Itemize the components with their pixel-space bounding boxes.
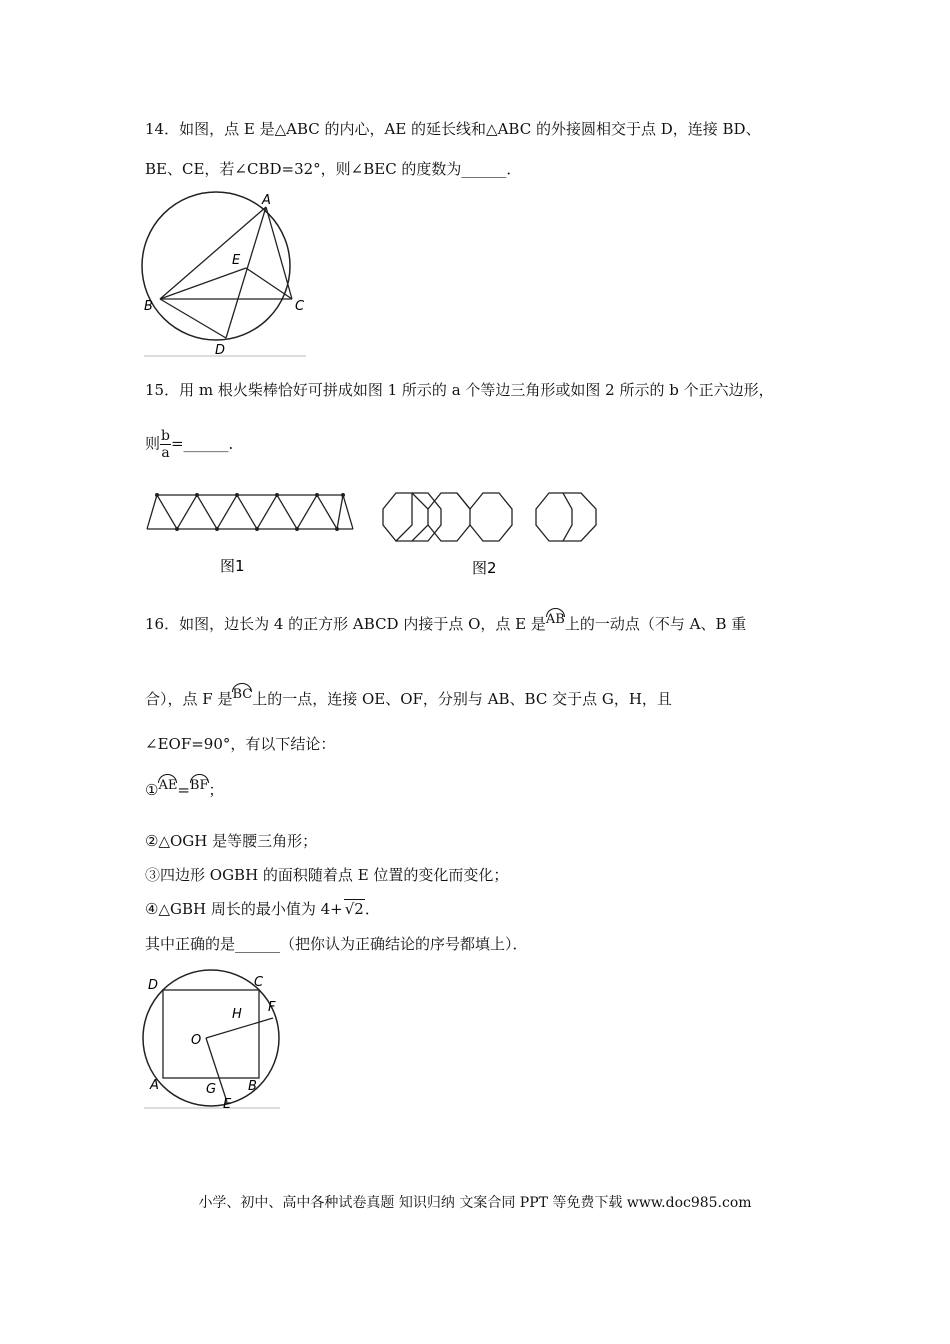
- c4-suffix: ．: [364, 900, 380, 918]
- label-d: D: [148, 978, 159, 993]
- label-d: D: [215, 343, 226, 358]
- fraction-b-over-a: [160, 428, 171, 461]
- q15-prefix: 则: [145, 434, 161, 453]
- q14-figure: [140, 190, 310, 360]
- label-a: A: [150, 1078, 159, 1093]
- label-c: C: [295, 299, 305, 314]
- fig1-caption: 图1: [220, 557, 245, 575]
- q16-figure: [140, 968, 290, 1113]
- fig2-caption: 图2: [472, 559, 497, 577]
- q16-line1-a: 16．如图，边长为 4 的正方形 ABCD 内接于点 O，点 E 是: [145, 615, 546, 633]
- c4-prefix: ④△GBH 周长的最小值为 4+: [145, 900, 343, 918]
- sqrt-2: √2: [344, 900, 364, 918]
- label-o: O: [191, 1033, 202, 1048]
- segment-ab: [160, 207, 266, 299]
- q16-text-line1: [145, 608, 746, 634]
- label-b: B: [248, 1079, 257, 1094]
- label-a: A: [262, 193, 271, 208]
- label-c: C: [254, 975, 264, 990]
- arc-ab: AB: [546, 608, 565, 626]
- q16-text-line2: [145, 683, 672, 709]
- arc-bc: BC: [232, 683, 252, 701]
- q16-conclusion-1: [145, 774, 224, 800]
- q16-conclusion-4: [145, 898, 380, 919]
- triangle-strip: [147, 495, 353, 529]
- label-h: H: [232, 1007, 242, 1022]
- q15-text-line2: [145, 428, 244, 461]
- q16-answer-line: 其中正确的是______（把你认为正确结论的序号都填上）．: [145, 935, 528, 953]
- q14-text-line1: 14．如图，点 E 是△ABC 的内心，AE 的延长线和△ABC 的外接圆相交于点 D，连接 BD、: [145, 120, 761, 138]
- label-g: G: [206, 1082, 217, 1097]
- q14-text-line2: BE、CE，若∠CBD=32°，则∠BEC 的度数为______．: [145, 160, 522, 178]
- c1-eq: =: [177, 781, 190, 799]
- sqrt-radicand: 2: [354, 900, 364, 918]
- page-footer: 小学、初中、高中各种试卷真题 知识归纳 文案合同 PPT 等免费下载 www.doc985.com: [198, 1195, 752, 1211]
- q16-text-line3: ∠EOF=90°，有以下结论：: [145, 735, 336, 753]
- segment-be: [160, 268, 246, 299]
- arc-bf: BF: [190, 774, 209, 792]
- label-e: E: [232, 253, 241, 268]
- segment-bd: [160, 299, 226, 338]
- frac-numerator: b: [161, 428, 170, 444]
- q15-figures: [140, 485, 610, 585]
- q15-text-line1: 15．用 m 根火柴棒恰好可拼成如图 1 所示的 a 个等边三角形或如图 2 所示的 b 个正六边形，: [145, 381, 774, 399]
- label-f: F: [268, 1000, 276, 1015]
- frac-denominator: a: [161, 445, 170, 461]
- arc-ae: AE: [158, 774, 177, 792]
- label-e: E: [223, 1097, 232, 1112]
- c1-suffix: ；: [208, 781, 224, 799]
- q16-line2-b: 上的一点，连接 OE、OF，分别与 AB、BC 交于点 G，H，且: [252, 690, 672, 708]
- hexagon-chain: [383, 493, 512, 541]
- q16-conclusion-3: ③四边形 OGBH 的面积随着点 E 位置的变化而变化；: [145, 866, 509, 884]
- square-abcd: [163, 990, 259, 1078]
- q16-line1-b: 上的一动点（不与 A、B 重: [564, 615, 747, 633]
- q15-suffix: =______．: [170, 434, 244, 453]
- label-b: B: [144, 299, 153, 314]
- q16-line2-a: 合），点 F 是: [145, 690, 233, 708]
- c1-prefix: ①: [145, 781, 159, 799]
- hexagon-pair: [536, 493, 596, 541]
- q16-conclusion-2: ②△OGH 是等腰三角形；: [145, 832, 318, 850]
